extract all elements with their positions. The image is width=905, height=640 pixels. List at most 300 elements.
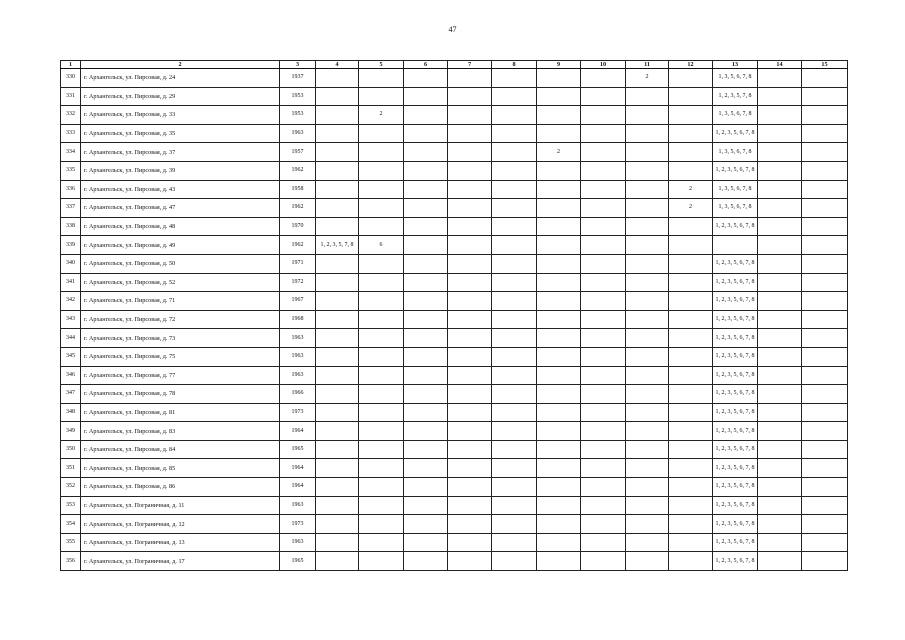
table-cell: [316, 273, 359, 292]
year-cell: 1963: [280, 533, 316, 552]
table-cell: [404, 310, 448, 329]
table-cell: [537, 496, 581, 515]
table-cell: [492, 347, 537, 366]
table-cell: [669, 385, 713, 404]
table-row: [61, 254, 848, 273]
table-cell: [492, 254, 537, 273]
table-cell: [537, 403, 581, 422]
table-cell: [537, 69, 581, 88]
table-cell: [537, 459, 581, 478]
address-cell: г. Архангельск, ул. Пирсовая, д. 86: [81, 478, 280, 497]
table-cell: [626, 459, 669, 478]
table-cell: [758, 366, 802, 385]
table-cell: [758, 124, 802, 143]
table-cell: [404, 292, 448, 311]
row-number-cell: 340: [61, 254, 81, 273]
table-cell: [669, 69, 713, 88]
table-cell: [581, 273, 626, 292]
table-cell: [316, 69, 359, 88]
row-number-cell: 335: [61, 161, 81, 180]
table-cell: [492, 496, 537, 515]
address-cell: г. Архангельск, ул. Пограничная, д. 13: [81, 533, 280, 552]
year-cell: 1964: [280, 478, 316, 497]
table-cell: [758, 236, 802, 255]
table-cell: [448, 161, 492, 180]
table-cell: [448, 124, 492, 143]
table-cell: [492, 422, 537, 441]
table-row: [61, 515, 848, 534]
table-cell: [448, 310, 492, 329]
table-cell: [448, 385, 492, 404]
table-cell: [316, 496, 359, 515]
table-row: [61, 217, 848, 236]
table-cell: [537, 124, 581, 143]
table-cell: 2: [669, 180, 713, 199]
table-cell: [537, 161, 581, 180]
table-cell: [359, 533, 404, 552]
column-header-12: 12: [669, 61, 713, 69]
table-cell: [758, 533, 802, 552]
table-cell: [316, 515, 359, 534]
table-cell: [448, 515, 492, 534]
table-cell: [802, 347, 848, 366]
table-cell: [359, 143, 404, 162]
table-cell: [359, 180, 404, 199]
table-cell: [758, 496, 802, 515]
table-cell: [626, 161, 669, 180]
table-cell: [758, 161, 802, 180]
table-cell: [802, 292, 848, 311]
table-cell: [626, 440, 669, 459]
table-cell: [669, 217, 713, 236]
table-cell: [359, 329, 404, 348]
table-cell: [802, 106, 848, 125]
year-cell: 1953: [280, 87, 316, 106]
row-number-cell: 344: [61, 329, 81, 348]
table-cell: [626, 422, 669, 441]
table-cell: [802, 236, 848, 255]
table-cell: [492, 440, 537, 459]
column-header-3: 3: [280, 61, 316, 69]
table-cell: [802, 217, 848, 236]
table-cell: [492, 459, 537, 478]
row-number-cell: 354: [61, 515, 81, 534]
table-cell: [626, 552, 669, 571]
table-cell: [758, 385, 802, 404]
building-registry-table: [60, 60, 848, 571]
column-header-7: 7: [448, 61, 492, 69]
table-cell: [404, 87, 448, 106]
table-cell: [492, 273, 537, 292]
table-cell: 1, 2, 3, 5, 6, 7, 8: [713, 478, 758, 497]
table-cell: [537, 292, 581, 311]
table-cell: [626, 533, 669, 552]
table-cell: [626, 385, 669, 404]
table-cell: [669, 161, 713, 180]
table-cell: [492, 106, 537, 125]
table-cell: [492, 236, 537, 255]
table-cell: [802, 552, 848, 571]
table-cell: [537, 180, 581, 199]
table-cell: [758, 422, 802, 441]
table-row: [61, 478, 848, 497]
row-number-cell: 341: [61, 273, 81, 292]
table-cell: [448, 440, 492, 459]
table-cell: [316, 292, 359, 311]
year-cell: 1964: [280, 422, 316, 441]
table-cell: [626, 329, 669, 348]
year-cell: 1937: [280, 69, 316, 88]
row-number-cell: 352: [61, 478, 81, 497]
table-cell: [359, 403, 404, 422]
table-body: [61, 69, 848, 571]
table-cell: [404, 329, 448, 348]
table-cell: [316, 254, 359, 273]
table-cell: [758, 143, 802, 162]
table-cell: [316, 124, 359, 143]
table-cell: [581, 217, 626, 236]
table-cell: [359, 161, 404, 180]
table-cell: [316, 106, 359, 125]
table-cell: 1, 3, 5, 6, 7, 8: [713, 69, 758, 88]
table-cell: [359, 366, 404, 385]
table-row: [61, 69, 848, 88]
table-cell: 1, 2, 3, 5, 6, 7, 8: [713, 292, 758, 311]
column-header-4: 4: [316, 61, 359, 69]
table-cell: [669, 143, 713, 162]
table-cell: [669, 254, 713, 273]
table-cell: [404, 143, 448, 162]
table-cell: [669, 124, 713, 143]
table-row: [61, 292, 848, 311]
table-cell: [758, 217, 802, 236]
year-cell: 1963: [280, 329, 316, 348]
address-cell: г. Архангельск, ул. Пограничная, д. 11: [81, 496, 280, 515]
table-cell: [404, 422, 448, 441]
table-cell: [316, 552, 359, 571]
table-cell: [359, 478, 404, 497]
table-cell: [581, 515, 626, 534]
table-cell: [316, 422, 359, 441]
row-number-cell: 356: [61, 552, 81, 571]
address-cell: г. Архангельск, ул. Пограничная, д. 12: [81, 515, 280, 534]
table-row: [61, 87, 848, 106]
table-row: [61, 236, 848, 255]
table-cell: 1, 2, 3, 5, 6, 7, 8: [713, 552, 758, 571]
row-number-cell: 342: [61, 292, 81, 311]
table-cell: [448, 236, 492, 255]
table-cell: 1, 2, 3, 5, 6, 7, 8: [713, 310, 758, 329]
table-cell: [316, 533, 359, 552]
table-cell: [492, 143, 537, 162]
table-cell: [581, 459, 626, 478]
address-cell: г. Архангельск, ул. Пирсовая, д. 77: [81, 366, 280, 385]
table-cell: [404, 347, 448, 366]
table-cell: [448, 329, 492, 348]
table-cell: [537, 217, 581, 236]
table-cell: 1, 2, 3, 5, 6, 7, 8: [713, 440, 758, 459]
table-cell: [448, 199, 492, 218]
table-cell: [404, 273, 448, 292]
table-cell: [758, 552, 802, 571]
table-cell: [581, 533, 626, 552]
address-cell: г. Архангельск, ул. Пирсовая, д. 81: [81, 403, 280, 422]
table-row: [61, 440, 848, 459]
table-cell: [404, 124, 448, 143]
table-cell: [404, 180, 448, 199]
table-cell: [537, 533, 581, 552]
table-cell: [448, 180, 492, 199]
table-cell: [758, 254, 802, 273]
table-cell: [581, 143, 626, 162]
table-cell: [758, 180, 802, 199]
table-cell: [758, 273, 802, 292]
table-cell: [359, 310, 404, 329]
address-cell: г. Архангельск, ул. Пирсовая, д. 33: [81, 106, 280, 125]
row-number-cell: 350: [61, 440, 81, 459]
table-cell: [359, 552, 404, 571]
table-cell: [669, 496, 713, 515]
table-cell: [492, 366, 537, 385]
table-cell: [581, 347, 626, 366]
table-cell: [316, 143, 359, 162]
table-cell: [404, 533, 448, 552]
table-cell: [669, 87, 713, 106]
table-cell: [802, 366, 848, 385]
table-cell: [537, 236, 581, 255]
table-row: [61, 106, 848, 125]
table-cell: [626, 366, 669, 385]
table-cell: [492, 161, 537, 180]
table-cell: [581, 292, 626, 311]
year-cell: 1965: [280, 440, 316, 459]
table-row: [61, 180, 848, 199]
table-cell: [404, 403, 448, 422]
table-cell: [626, 310, 669, 329]
table-cell: [758, 292, 802, 311]
table-cell: [537, 329, 581, 348]
table-cell: [404, 515, 448, 534]
table-cell: [626, 403, 669, 422]
table-cell: [581, 161, 626, 180]
table-cell: [404, 459, 448, 478]
table-cell: [448, 217, 492, 236]
table-cell: 1, 2, 3, 5, 6, 7, 8: [713, 403, 758, 422]
table-cell: [359, 440, 404, 459]
table-cell: [359, 292, 404, 311]
table-cell: [669, 329, 713, 348]
table-cell: [626, 124, 669, 143]
table-cell: [758, 87, 802, 106]
year-cell: 1963: [280, 366, 316, 385]
table-cell: 2: [537, 143, 581, 162]
row-number-cell: 345: [61, 347, 81, 366]
table-cell: [802, 124, 848, 143]
column-header-15: 15: [802, 61, 848, 69]
table-cell: [802, 403, 848, 422]
table-cell: [802, 310, 848, 329]
table-cell: [404, 161, 448, 180]
table-cell: [802, 329, 848, 348]
table-cell: 1, 2, 3, 5, 6, 7, 8: [713, 515, 758, 534]
column-header-10: 10: [581, 61, 626, 69]
table-cell: [404, 217, 448, 236]
table-cell: [359, 347, 404, 366]
row-number-cell: 333: [61, 124, 81, 143]
table-cell: [448, 87, 492, 106]
address-cell: г. Архангельск, ул. Пирсовая, д. 52: [81, 273, 280, 292]
table-cell: [758, 515, 802, 534]
table-cell: [492, 87, 537, 106]
table-cell: [581, 422, 626, 441]
column-header-2: 2: [81, 61, 280, 69]
table-cell: [802, 533, 848, 552]
table-cell: [537, 385, 581, 404]
table-cell: [537, 273, 581, 292]
table-cell: [404, 552, 448, 571]
table-cell: 1, 3, 5, 6, 7, 8: [713, 180, 758, 199]
table-cell: [537, 552, 581, 571]
table-cell: [802, 496, 848, 515]
table-cell: [492, 329, 537, 348]
table-cell: [626, 478, 669, 497]
table-cell: [359, 217, 404, 236]
row-number-cell: 346: [61, 366, 81, 385]
table-cell: 1, 2, 3, 5, 6, 7, 8: [713, 161, 758, 180]
address-cell: г. Архангельск, ул. Пирсовая, д. 72: [81, 310, 280, 329]
table-cell: 1, 2, 3, 5, 6, 7, 8: [713, 254, 758, 273]
table-cell: [359, 422, 404, 441]
table-row: [61, 366, 848, 385]
year-cell: 1972: [280, 273, 316, 292]
column-header-5: 5: [359, 61, 404, 69]
row-number-cell: 338: [61, 217, 81, 236]
table-cell: [316, 440, 359, 459]
table-cell: [669, 515, 713, 534]
year-cell: 1967: [280, 292, 316, 311]
table-cell: [581, 87, 626, 106]
year-cell: 1963: [280, 124, 316, 143]
table-cell: [316, 199, 359, 218]
table-row: [61, 422, 848, 441]
table-row: [61, 124, 848, 143]
address-cell: г. Архангельск, ул. Пирсовая, д. 47: [81, 199, 280, 218]
row-number-cell: 331: [61, 87, 81, 106]
table-cell: [802, 459, 848, 478]
column-header-14: 14: [758, 61, 802, 69]
table-cell: [492, 310, 537, 329]
year-cell: 1963: [280, 496, 316, 515]
address-cell: г. Архангельск, ул. Пограничная, д. 17: [81, 552, 280, 571]
table-cell: [537, 199, 581, 218]
table-cell: [537, 478, 581, 497]
column-header-9: 9: [537, 61, 581, 69]
table-cell: [626, 292, 669, 311]
table-cell: [626, 236, 669, 255]
row-number-cell: 337: [61, 199, 81, 218]
table-row: [61, 310, 848, 329]
table-cell: [626, 347, 669, 366]
row-number-cell: 334: [61, 143, 81, 162]
table-cell: [448, 347, 492, 366]
table-cell: [802, 87, 848, 106]
table-row: [61, 403, 848, 422]
table-cell: [448, 533, 492, 552]
table-cell: [448, 403, 492, 422]
table-cell: [669, 552, 713, 571]
table-cell: [537, 366, 581, 385]
table-cell: [316, 87, 359, 106]
table-cell: [758, 403, 802, 422]
table-cell: 1, 2, 3, 5, 7, 8: [316, 236, 359, 255]
table-cell: [359, 459, 404, 478]
table-cell: [448, 422, 492, 441]
table-cell: [758, 478, 802, 497]
table-cell: [669, 533, 713, 552]
table-cell: [758, 329, 802, 348]
address-cell: г. Архангельск, ул. Пирсовая, д. 49: [81, 236, 280, 255]
table-cell: [626, 143, 669, 162]
table-cell: [626, 515, 669, 534]
table-cell: [581, 310, 626, 329]
year-cell: 1963: [280, 347, 316, 366]
table-row: [61, 161, 848, 180]
row-number-cell: 351: [61, 459, 81, 478]
table-cell: [581, 329, 626, 348]
table-row: [61, 533, 848, 552]
column-header-6: 6: [404, 61, 448, 69]
year-cell: 1958: [280, 180, 316, 199]
table-cell: [802, 69, 848, 88]
table-cell: [626, 496, 669, 515]
table-cell: [626, 199, 669, 218]
table-cell: 1, 2, 3, 5, 6, 7, 8: [713, 124, 758, 143]
address-cell: г. Архангельск, ул. Пирсовая, д. 37: [81, 143, 280, 162]
table-cell: [669, 347, 713, 366]
table-cell: [316, 161, 359, 180]
table-cell: [492, 124, 537, 143]
table-cell: [492, 217, 537, 236]
table-cell: [669, 106, 713, 125]
table-cell: [316, 366, 359, 385]
table-cell: [802, 440, 848, 459]
table-cell: [802, 478, 848, 497]
table-cell: [669, 422, 713, 441]
row-number-cell: 330: [61, 69, 81, 88]
table-cell: [404, 440, 448, 459]
table-cell: 1, 2, 3, 5, 6, 7, 8: [713, 329, 758, 348]
table-cell: [316, 347, 359, 366]
table-cell: [669, 236, 713, 255]
table-cell: [537, 422, 581, 441]
address-cell: г. Архангельск, ул. Пирсовая, д. 83: [81, 422, 280, 441]
table-cell: [448, 69, 492, 88]
table-cell: [626, 273, 669, 292]
address-cell: г. Архангельск, ул. Пирсовая, д. 75: [81, 347, 280, 366]
column-header-1: 1: [61, 61, 81, 69]
table-cell: 1, 2, 3, 5, 6, 7, 8: [713, 366, 758, 385]
table-cell: 1, 2, 3, 5, 6, 7, 8: [713, 273, 758, 292]
table-cell: [359, 254, 404, 273]
table-cell: [359, 199, 404, 218]
table-cell: 1, 2, 3, 5, 6, 7, 8: [713, 422, 758, 441]
table-cell: [316, 478, 359, 497]
table-cell: [448, 292, 492, 311]
table-cell: [537, 347, 581, 366]
table-cell: [316, 180, 359, 199]
table-cell: [581, 385, 626, 404]
table-cell: 1, 2, 3, 5, 6, 7, 8: [713, 459, 758, 478]
